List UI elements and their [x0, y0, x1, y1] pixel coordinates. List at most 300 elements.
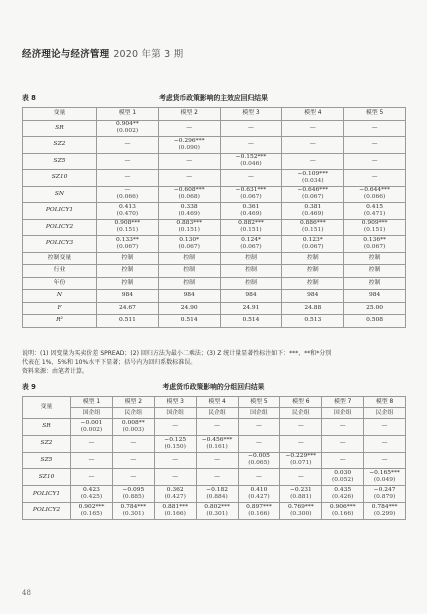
coefficient: — — [248, 141, 254, 148]
table8-cell — [220, 236, 282, 253]
table8-cell — [282, 120, 344, 137]
table8-row — [23, 290, 406, 303]
coefficient: 24.91 — [242, 304, 260, 311]
table8-cell — [220, 290, 282, 303]
std-error: (0.066) — [116, 194, 139, 201]
table9-row — [23, 435, 406, 452]
coefficient: — — [255, 440, 262, 447]
coefficient: — — [371, 174, 378, 181]
table9-cell — [196, 502, 238, 519]
table8-var-cell: SZ2 — [23, 137, 97, 154]
table8-row — [23, 219, 406, 236]
std-error: (0.067) — [302, 194, 324, 201]
coefficient: — — [381, 456, 388, 463]
std-error: (0.151) — [240, 227, 262, 234]
coefficient: — — [88, 473, 95, 480]
table8-var-cell: 控制变量 — [23, 252, 97, 265]
coefficient: 控制 — [183, 267, 196, 274]
std-error: (0.151) — [302, 227, 324, 234]
table8-cell — [158, 315, 220, 328]
std-error: (0.090) — [178, 144, 200, 151]
coefficient: 0.904** — [116, 121, 139, 128]
table9-cell — [71, 419, 113, 436]
coefficient: 0.902*** — [78, 503, 105, 510]
table9-cell — [238, 486, 280, 503]
table9-row — [23, 419, 406, 436]
coefficient: 控制 — [121, 254, 134, 261]
table8-row — [23, 137, 406, 154]
std-error: (0.068) — [178, 194, 200, 201]
std-error: (0.067) — [240, 243, 262, 250]
coefficient: — — [214, 456, 220, 463]
coefficient: 控制 — [368, 279, 381, 286]
coefficient: 0.361 — [242, 203, 260, 210]
table9-model-header: 模型 7 — [322, 397, 364, 408]
table9-cell — [280, 452, 322, 469]
table8-cell — [220, 252, 282, 265]
table8-cell — [158, 203, 220, 220]
coefficient: — — [381, 423, 388, 430]
coefficient: 控制 — [121, 267, 134, 274]
coefficient: — — [88, 440, 95, 447]
table9-cell — [364, 469, 406, 486]
coefficient: 0.784*** — [120, 503, 147, 510]
table8-row — [23, 236, 406, 253]
std-error: (0.299) — [373, 510, 396, 517]
page-number: 48 — [22, 589, 31, 597]
table8-model-header: 模型 1 — [97, 108, 159, 121]
std-error: (0.049) — [373, 477, 396, 484]
std-error: (0.166) — [248, 510, 270, 517]
table9-cell — [196, 452, 238, 469]
table9-model-header: 模型 1 — [71, 397, 113, 408]
table9-group-header: 国企组 — [154, 408, 196, 419]
table8-cell — [158, 236, 220, 253]
table9-cell — [196, 419, 238, 436]
coefficient: — — [88, 456, 95, 463]
table8-cell — [220, 277, 282, 290]
coefficient: 25.00 — [366, 304, 384, 311]
table9-row — [23, 452, 406, 469]
table9-cell — [112, 502, 154, 519]
table9-model-header: 模型 6 — [280, 397, 322, 408]
coefficient: −0.001 — [80, 419, 103, 426]
table9-group-header: 民企组 — [280, 408, 322, 419]
table8-cell — [344, 277, 406, 290]
std-error: (0.034) — [302, 177, 324, 184]
coefficient: −0.231 — [289, 487, 312, 494]
table9-row — [23, 502, 406, 519]
coefficient: −0.644*** — [359, 187, 390, 194]
coefficient: 控制 — [306, 254, 319, 261]
table8-cell — [97, 315, 159, 328]
table8-cell — [97, 186, 159, 203]
table9-cell — [112, 452, 154, 469]
table8-var-cell: 行业 — [23, 265, 97, 278]
table9-model-header: 模型 5 — [238, 397, 280, 408]
coefficient: 0.897*** — [246, 503, 272, 510]
table9-title: 考虑货币政策影响的分组回归结果 — [162, 383, 265, 391]
table8-row — [23, 265, 406, 278]
std-error: (0.427) — [164, 494, 186, 501]
coefficient: 0.413 — [118, 203, 136, 210]
coefficient: — — [309, 141, 316, 148]
std-error: (0.067) — [240, 194, 262, 201]
table9-cell — [322, 486, 364, 503]
coefficient: 0.883*** — [176, 220, 203, 227]
table8-cell — [344, 153, 406, 170]
std-error: (0.067) — [363, 243, 386, 250]
coefficient: — — [297, 473, 304, 480]
table8-row — [23, 186, 406, 203]
table8-model-header: 模型 3 — [220, 108, 282, 121]
table9-model-header: 模型 4 — [196, 397, 238, 408]
running-head — [22, 46, 183, 60]
std-error: (0.067) — [302, 243, 324, 250]
table8-cell — [344, 315, 406, 328]
std-error: (0.002) — [80, 426, 103, 433]
table8-cell — [220, 120, 282, 137]
table8-model-header: 模型 2 — [158, 108, 220, 121]
coefficient: 控制 — [306, 267, 319, 274]
table9-cell — [238, 469, 280, 486]
coefficient: — — [124, 141, 131, 148]
table8-cell — [282, 219, 344, 236]
table8-cell — [220, 137, 282, 154]
table9-cell — [280, 502, 322, 519]
table8-cell — [158, 290, 220, 303]
std-error: (0.151) — [363, 227, 386, 234]
coefficient: 0.769*** — [287, 503, 314, 510]
table9-cell — [154, 419, 196, 436]
table8-row — [23, 315, 406, 328]
std-error: (0.425) — [80, 494, 103, 501]
table8-cell — [158, 219, 220, 236]
table8-cell — [344, 186, 406, 203]
std-error: (0.150) — [164, 443, 186, 450]
table8-cell — [282, 265, 344, 278]
table8-cell — [97, 252, 159, 265]
coefficient: — — [297, 440, 304, 447]
std-error: (0.066) — [363, 194, 386, 201]
table8-cell — [97, 170, 159, 187]
table8-var-cell: N — [23, 290, 97, 303]
table8-cell — [344, 137, 406, 154]
table9-var-cell: SZ5 — [23, 452, 71, 469]
table9-cell — [196, 469, 238, 486]
table8-cell — [344, 290, 406, 303]
table9-cell — [238, 452, 280, 469]
coefficient: 0.435 — [334, 487, 352, 494]
coefficient: 984 — [245, 292, 257, 299]
table9-group-header: 国企组 — [238, 408, 280, 419]
coefficient: −0.247 — [373, 487, 396, 494]
table8-cell — [220, 265, 282, 278]
table8-cell — [158, 186, 220, 203]
coefficient: — — [297, 423, 304, 430]
table9-header-row-groups — [23, 408, 406, 419]
table8-cell — [344, 252, 406, 265]
table9-cell — [154, 469, 196, 486]
coefficient: 0.136** — [363, 236, 386, 243]
std-error: (0.301) — [122, 510, 145, 517]
table9-cell — [154, 435, 196, 452]
coefficient: 0.423 — [83, 487, 100, 494]
coefficient: 0.362 — [166, 487, 184, 494]
coefficient: 0.123* — [302, 236, 323, 243]
table8-cell — [97, 265, 159, 278]
table8-cell — [282, 302, 344, 315]
std-error: (0.470) — [116, 210, 139, 217]
table8-row — [23, 170, 406, 187]
table9-cell — [364, 502, 406, 519]
coefficient: — — [381, 440, 388, 447]
table8-cell — [344, 265, 406, 278]
coefficient: 0.886*** — [299, 220, 326, 227]
coefficient: 控制 — [183, 254, 196, 261]
std-error: (0.002) — [116, 128, 139, 135]
table8-var-cell: R² — [23, 315, 97, 328]
table9-cell — [322, 419, 364, 436]
table9-cell — [112, 486, 154, 503]
table9-cell — [71, 469, 113, 486]
coefficient: 0.381 — [304, 203, 322, 210]
table8-cell — [158, 277, 220, 290]
table8-cell — [158, 170, 220, 187]
coefficient: 984 — [121, 292, 134, 299]
table8-var-cell: SZ5 — [23, 153, 97, 170]
std-error: (0.161) — [206, 443, 228, 450]
table9-cell — [112, 435, 154, 452]
coefficient: 0.882*** — [238, 220, 264, 227]
table8-row — [23, 120, 406, 137]
coefficient: −0.646*** — [297, 187, 329, 194]
table9-cell — [280, 486, 322, 503]
coefficient: −0.095 — [122, 487, 145, 494]
table8-cell — [97, 137, 159, 154]
table8-cell — [97, 203, 159, 220]
coefficient: 控制 — [245, 279, 257, 286]
std-error: (0.052) — [331, 477, 354, 484]
std-error: (0.151) — [178, 227, 200, 234]
table9-var-header: 变量 — [23, 397, 71, 419]
table8-cell — [344, 120, 406, 137]
table8-cell — [282, 153, 344, 170]
coefficient: 0.133** — [116, 236, 139, 243]
table8-cell — [158, 137, 220, 154]
table8-var-cell: SN — [23, 186, 97, 203]
coefficient: 0.906*** — [329, 503, 356, 510]
std-error: (0.300) — [290, 510, 312, 517]
coefficient: 0.008** — [121, 419, 145, 426]
coefficient: 控制 — [245, 254, 257, 261]
std-error: (0.469) — [178, 210, 200, 217]
table9-var-cell: SR — [23, 419, 71, 436]
table8-cell — [220, 170, 282, 187]
coefficient: −0.182 — [206, 487, 228, 494]
table9-group-header: 国企组 — [322, 408, 364, 419]
coefficient: — — [255, 423, 262, 430]
table9-group-header: 民企组 — [196, 408, 238, 419]
coefficient: 0.802*** — [204, 503, 230, 510]
table8-cell — [158, 265, 220, 278]
coefficient: −0.456*** — [201, 436, 233, 443]
coefficient: — — [371, 141, 378, 148]
coefficient: 控制 — [306, 279, 319, 286]
table9-cell — [364, 435, 406, 452]
coefficient: −0.631*** — [235, 187, 267, 194]
table9-group-header: 民企组 — [112, 408, 154, 419]
coefficient: −0.229*** — [285, 453, 317, 460]
coefficient: 控制 — [121, 279, 134, 286]
table8-cell — [97, 302, 159, 315]
std-error: (0.166) — [164, 510, 186, 517]
table9-group-header: 民企组 — [364, 408, 406, 419]
table9-cell — [196, 435, 238, 452]
table8-cell — [220, 203, 282, 220]
table9-group-header: 国企组 — [71, 408, 113, 419]
table8-cell — [97, 236, 159, 253]
std-error: (0.046) — [240, 161, 262, 168]
table9-row — [23, 469, 406, 486]
coefficient: — — [130, 440, 137, 447]
table8-cell — [282, 137, 344, 154]
table9-cell — [364, 452, 406, 469]
coefficient: 0.514 — [180, 317, 198, 324]
table8-row — [23, 277, 406, 290]
journal-name: 经济理论与经济管理 — [22, 49, 110, 60]
table8-cell — [344, 203, 406, 220]
table8-cell — [97, 277, 159, 290]
table9-cell — [238, 419, 280, 436]
table8 — [22, 107, 406, 328]
coefficient: 0.908*** — [114, 220, 141, 227]
coefficient: — — [124, 157, 131, 164]
table8-cell — [220, 153, 282, 170]
table9-cell — [280, 469, 322, 486]
table8-row — [23, 252, 406, 265]
coefficient: −0.296*** — [173, 137, 205, 144]
coefficient: −0.165*** — [369, 470, 400, 477]
coefficient: — — [248, 124, 254, 131]
coefficient: 984 — [368, 292, 381, 299]
coefficient: — — [309, 157, 316, 164]
table9-number: 表 9 — [22, 383, 36, 391]
std-error: (0.469) — [302, 210, 324, 217]
coefficient: — — [172, 456, 179, 463]
coefficient: — — [214, 423, 220, 430]
coefficient: 984 — [183, 292, 195, 299]
coefficient: 0.124* — [241, 236, 261, 243]
coefficient: 0.513 — [304, 317, 322, 324]
table9-model-header: 模型 8 — [364, 397, 406, 408]
table8-row — [23, 203, 406, 220]
table8-var-cell: POLICY1 — [23, 203, 97, 220]
table8-var-cell: 年份 — [23, 277, 97, 290]
table9-cell — [280, 419, 322, 436]
coefficient: −0.608*** — [173, 187, 205, 194]
table8-title: 考虑货币政策影响的主效应回归结果 — [159, 94, 268, 102]
std-error: (0.427) — [248, 494, 270, 501]
coefficient: — — [172, 473, 179, 480]
coefficient: 控制 — [183, 279, 196, 286]
table9-cell — [112, 419, 154, 436]
coefficient: — — [371, 124, 378, 131]
std-error: (0.165) — [80, 510, 103, 517]
coefficient: 0.410 — [250, 487, 268, 494]
table9-cell — [364, 419, 406, 436]
table9-cell — [154, 452, 196, 469]
coefficient: — — [186, 174, 193, 181]
coefficient: — — [124, 174, 131, 181]
table9-row — [23, 486, 406, 503]
coefficient: 0.338 — [180, 203, 198, 210]
std-error: (0.426) — [331, 494, 354, 501]
table8-cell — [97, 219, 159, 236]
table8-var-cell: SR — [23, 120, 97, 137]
table8-number: 表 8 — [22, 94, 36, 102]
table8-cell — [158, 302, 220, 315]
std-error: (0.471) — [363, 210, 386, 217]
table9-var-cell: SZ2 — [23, 435, 71, 452]
coefficient: — — [186, 157, 193, 164]
table8-cell — [220, 186, 282, 203]
coefficient: −0.109*** — [297, 170, 329, 177]
coefficient: −0.005 — [248, 453, 270, 460]
table9-cell — [280, 435, 322, 452]
table9-cell — [71, 452, 113, 469]
table8-cell — [220, 315, 282, 328]
table9-cell — [112, 469, 154, 486]
coefficient: −0.125 — [164, 436, 187, 443]
table8-cell — [220, 219, 282, 236]
std-error: (0.065) — [248, 460, 270, 467]
table8-model-header: 模型 4 — [282, 108, 344, 121]
table8-cell — [282, 277, 344, 290]
coefficient: — — [172, 423, 179, 430]
coefficient: 控制 — [368, 254, 381, 261]
table8-cell — [97, 153, 159, 170]
std-error: (0.301) — [206, 510, 228, 517]
table8-cell — [97, 120, 159, 137]
table8-cell — [158, 153, 220, 170]
table9-var-cell: POLICY2 — [23, 502, 71, 519]
table8-cell — [344, 236, 406, 253]
table8-cell — [97, 290, 159, 303]
table8-header-row — [23, 108, 406, 121]
table9-header-row-models — [23, 397, 406, 408]
coefficient: — — [371, 157, 378, 164]
coefficient: — — [309, 124, 316, 131]
coefficient: 24.88 — [304, 304, 322, 311]
coefficient: — — [124, 187, 131, 194]
table9-var-cell: POLICY1 — [23, 486, 71, 503]
table8-cell — [282, 252, 344, 265]
std-error: (0.166) — [331, 510, 354, 517]
coefficient: 0.130* — [179, 236, 200, 243]
table8-cell — [282, 290, 344, 303]
std-error: (0.151) — [116, 227, 139, 234]
table8-model-header: 模型 5 — [344, 108, 406, 121]
table9-cell — [71, 435, 113, 452]
coefficient: 24.90 — [180, 304, 198, 311]
coefficient: 控制 — [245, 267, 257, 274]
table8-cell — [282, 203, 344, 220]
coefficient: 0.415 — [366, 203, 384, 210]
table8-row — [23, 302, 406, 315]
table8-var-cell: SZ10 — [23, 170, 97, 187]
notes-line-2: 代表在 1%、5%和 10%水平下显著；括号内为回归系数标准误。 — [22, 359, 197, 366]
